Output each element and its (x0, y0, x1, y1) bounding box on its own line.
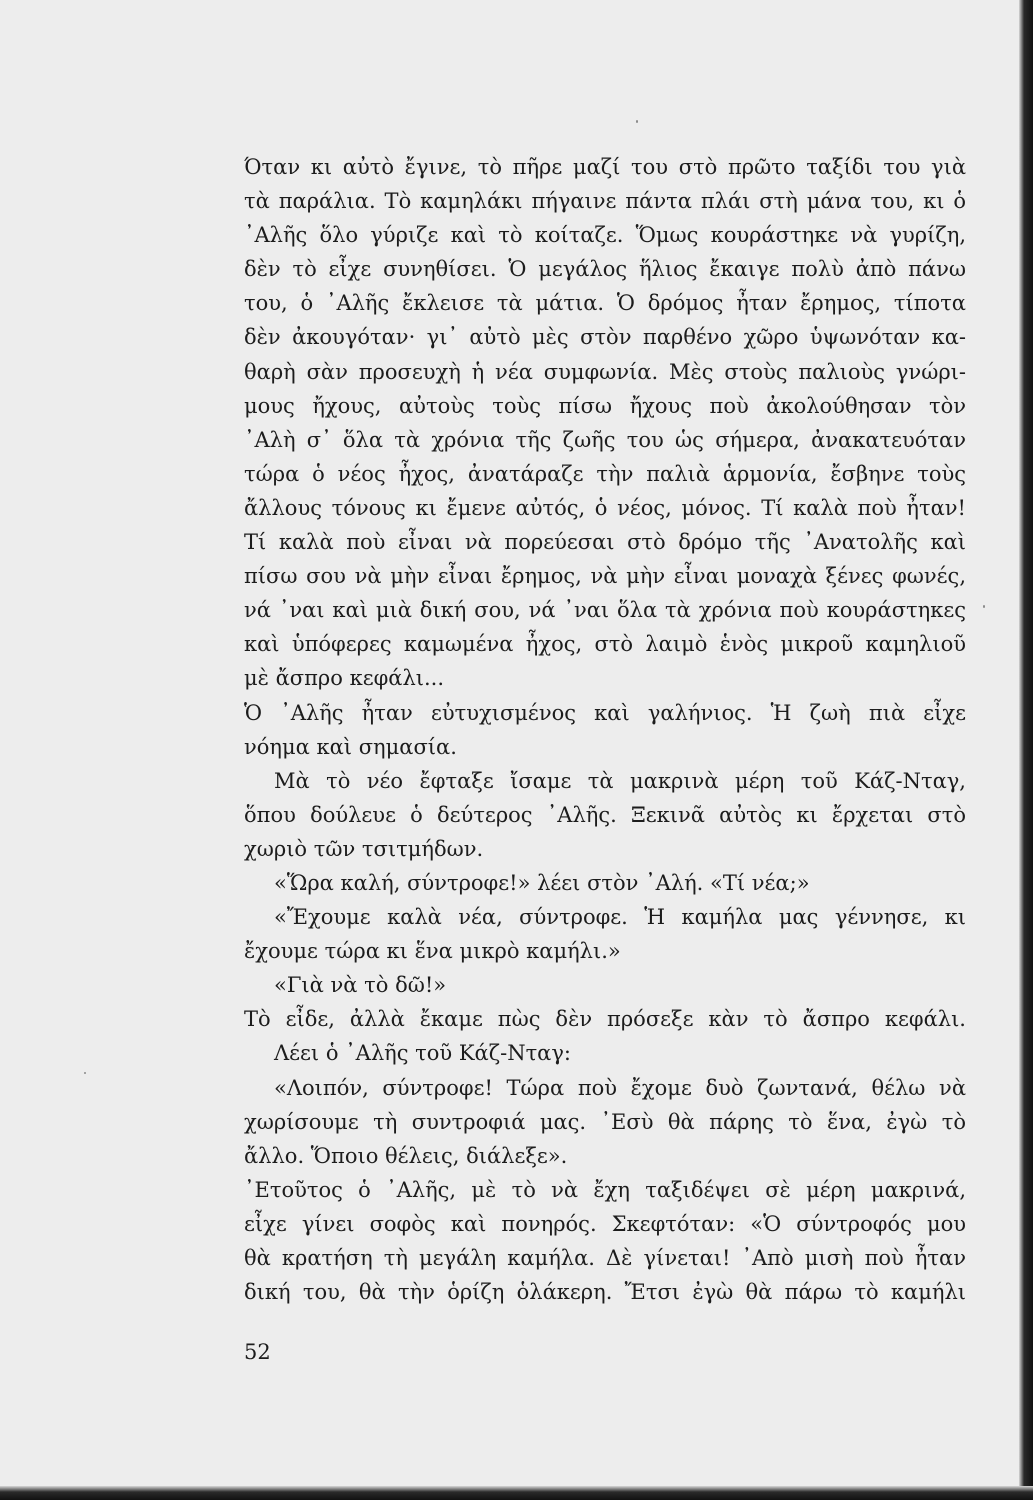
text-line: Ὁ ᾿Αλῆς ἦταν εὐτυχισμένος καὶ γαλήνιος. Ἡ ζωὴ πιὰ εἶχε (244, 700, 966, 725)
text-line: μους ἤχους, αὐτοὺς τοὺς πίσω ἤχους ποὺ ἀκολούθησαν τὸν (244, 393, 966, 418)
text-line: Μὰ τὸ νέο ἔφταξε ἴσαμε τὰ μακρινὰ μέρη τοῦ Κάζ-Νταγ, (274, 768, 966, 793)
text-line: ὅπου δούλευε ὁ δεύτερος ᾿Αλῆς. Ξεκινᾶ αὐτὸς κι ἔρχεται στὸ (244, 802, 966, 827)
text-line: χωριὸ τῶν τσιτμήδων. (244, 836, 484, 861)
paper-speck (636, 120, 638, 123)
scan-edge-bottom (0, 1486, 1033, 1500)
text-line: Τὸ εἶδε, ἀλλὰ ἔκαμε πὼς δὲν πρόσεξε κὰν τὸ ἄσπρο κεφάλι. (244, 1007, 966, 1032)
paper-speck (84, 1072, 86, 1074)
text-line: νόημα καὶ σημασία. (244, 734, 457, 759)
text-line: «Λοιπόν, σύντροφε! Τώρα ποὺ ἔχομε δυὸ ζωντανά, θέλω νὰ (274, 1075, 966, 1100)
text-line: ἔχουμε τώρα κι ἕνα μικρὸ καμήλι.» (244, 939, 621, 964)
page-number: 52 (244, 1340, 271, 1364)
scan-edge-right (1019, 0, 1033, 1500)
text-line: Λέει ὁ ᾿Αλῆς τοῦ Κάζ-Νταγ: (274, 1041, 571, 1066)
text-line: μὲ ἄσπρο κεφάλι... (244, 666, 445, 691)
text-line: πίσω σου νὰ μὴν εἶναι ἔρημος, νὰ μὴν εἶναι μοναχὰ ξένες φωνές, (244, 564, 966, 589)
text-line: ᾿Αλὴ σ᾿ ὅλα τὰ χρόνια τῆς ζωῆς του ὡς σήμερα, ἀνακατευόταν (244, 427, 966, 452)
text-line: του, ὁ ᾿Αλῆς ἔκλεισε τὰ μάτια. Ὁ δρόμος ἦταν ἔρημος, τίποτα (244, 291, 966, 316)
body-text (244, 150, 966, 1309)
text-line: ᾿Ετοῦτος ὁ ᾿Αλῆς, μὲ τὸ νὰ ἔχη ταξιδέψει σὲ μέρη μακρινά, (244, 1177, 966, 1202)
text-line: τὰ παράλια. Τὸ καμηλάκι πήγαινε πάντα πλάι στὴ μάνα του, κι ὁ (244, 189, 966, 214)
text-line: νά ᾿ναι καὶ μιὰ δική σου, νά ᾿ναι ὅλα τὰ χρόνια ποὺ κουράστηκες (244, 598, 966, 623)
text-line: ἄλλο. Ὅποιο θέλεις, διάλεξε». (244, 1143, 568, 1168)
text-line: θαρὴ σὰν προσευχὴ ἡ νέα συμφωνία. Μὲς στοὺς παλιοὺς γνώρι- (244, 359, 966, 384)
text-line: τώρα ὁ νέος ἦχος, ἀνατάραζε τὴν παλιὰ ἁρμονία, ἔσβηνε τοὺς (244, 461, 966, 486)
text-line: «Γιὰ νὰ τὸ δῶ!» (274, 973, 447, 998)
text-line: δική του, θὰ τὴν ὁρίζη ὁλάκερη. Ἔτσι ἐγὼ θὰ πάρω τὸ καμήλι (244, 1280, 966, 1305)
text-line: Όταν κι αὐτὸ ἔγινε, τὸ πῆρε μαζί του στὸ πρῶτο ταξίδι του γιὰ (244, 155, 966, 179)
text-line: θὰ κρατήση τὴ μεγάλη καμήλα. Δὲ γίνεται! ᾿Απὸ μισὴ ποὺ ἦταν (244, 1246, 966, 1270)
text-line: χωρίσουμε τὴ συντροφιά μας. ᾿Εσὺ θὰ πάρης τὸ ἕνα, ἐγὼ τὸ (244, 1109, 966, 1134)
text-line: ἄλλους τόνους κι ἔμενε αὐτός, ὁ νέος, μόνος. Τί καλὰ ποὺ ἦταν! (244, 495, 966, 520)
text-line: Τί καλὰ ποὺ εἶναι νὰ πορεύεσαι στὸ δρόμο τῆς ᾿Ανατολῆς καὶ (244, 530, 966, 555)
text-line: «Ἔχουμε καλὰ νέα, σύντροφε. Ἡ καμήλα μας γέννησε, κι (274, 905, 966, 930)
text-line: καὶ ὑπόφερες καμωμένα ἦχος, στὸ λαιμὸ ἑνὸς μικροῦ καμηλιοῦ (244, 632, 966, 657)
text-line: δὲν τὸ εἶχε συνηθίσει. Ὁ μεγάλος ἥλιος ἔκαιγε πολὺ ἀπὸ πάνω (244, 257, 966, 282)
paper-speck (983, 605, 985, 608)
text-line: εἶχε γίνει σοφὸς καὶ πονηρός. Σκεφτόταν: «Ὁ σύντροφός μου (244, 1211, 966, 1236)
text-line: «Ὥρα καλή, σύντροφε!» λέει στὸν ᾿Αλή. «Τί νέα;» (274, 870, 810, 895)
text-line: ᾿Αλῆς ὅλο γύριζε καὶ τὸ κοίταζε. Ὅμως κουράστηκε νὰ γυρίζη, (244, 223, 966, 248)
text-line: δὲν ἀκουγόταν· γι᾿ αὐτὸ μὲς στὸν παρθένο χῶρο ὑψωνόταν κα- (244, 325, 966, 350)
